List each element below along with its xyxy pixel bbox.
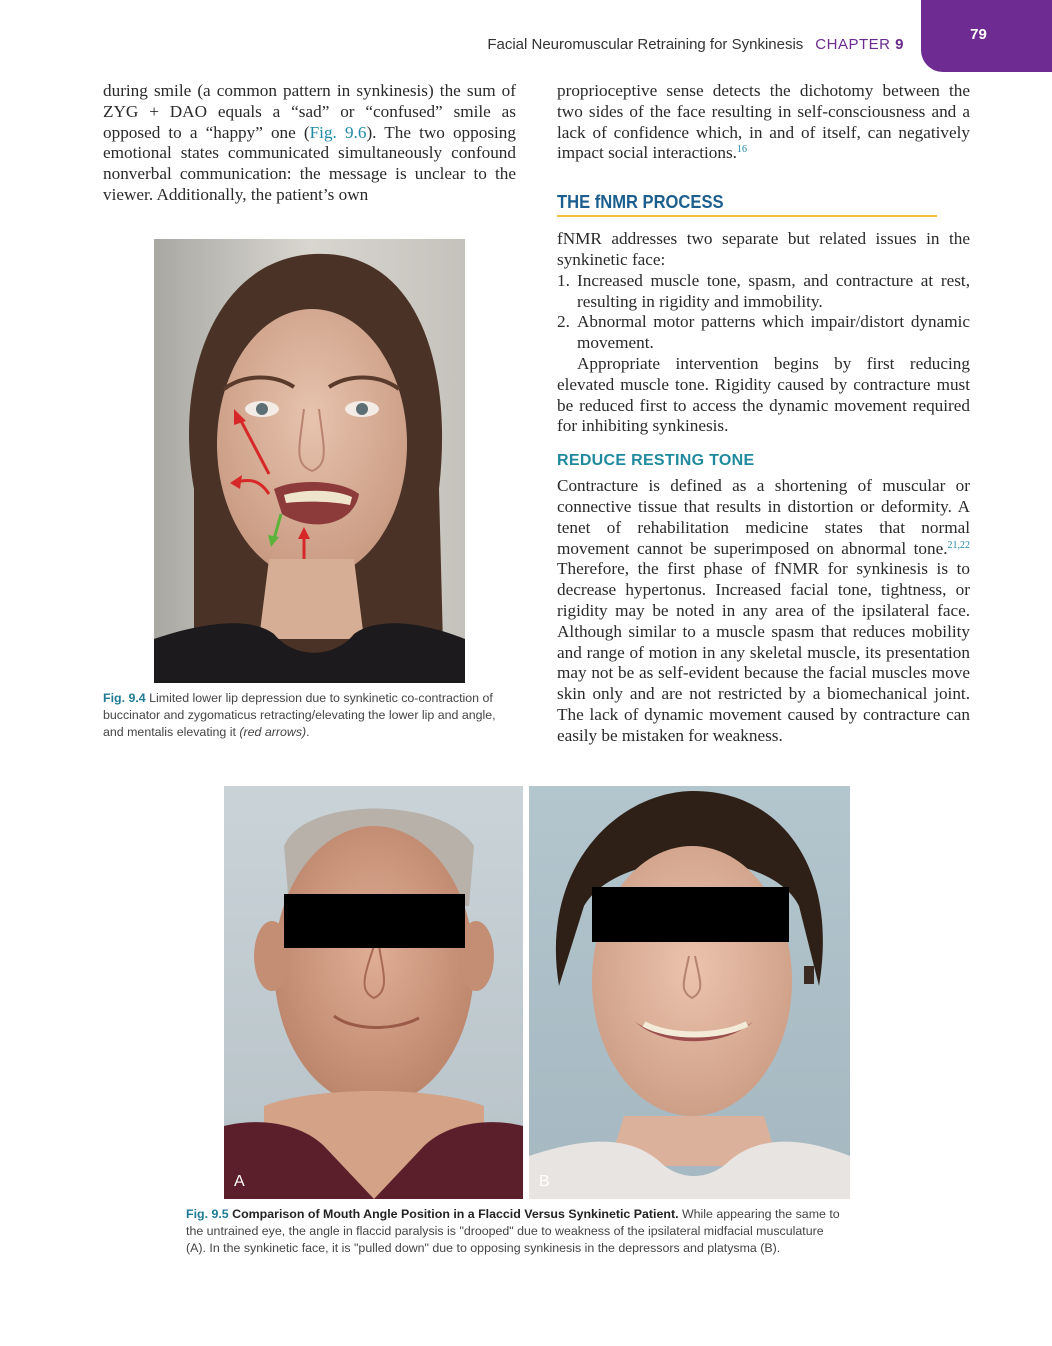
figure-9-4-caption-text: Limited lower lip depression due to synkinetic co-contraction of buccinator and zygomaticus retracting/elevating the lower lip and angle, and mentalis elevating it bbox=[103, 691, 496, 739]
chapter-label bbox=[815, 36, 904, 53]
running-title: Facial Neuromuscular Retraining for Synkinesis bbox=[487, 36, 804, 53]
page-number: 79 bbox=[970, 25, 987, 43]
privacy-bar bbox=[592, 887, 789, 942]
contracture-text-after: Therefore, the first phase of fNMR for synkinesis is to decrease hypertonus. Increased facial tone, tightness, or rigidity may be noted in any area of the ipsilateral face. Although similar to a muscle spasm that reduces mobility and range of motion in any skeletal muscle, its presentation may not be as self-evident because the facial muscles move skin only and are not restricted by a biomechanical joint. The lack of dynamic movement caused by contracture can easily be mistaken for weakness. bbox=[557, 559, 970, 745]
figure-9-4-caption-italic: (red arrows) bbox=[239, 725, 307, 739]
figure-9-4-label: Fig. 9.4 bbox=[103, 691, 146, 705]
list-item bbox=[557, 271, 970, 313]
right-paragraph-continued bbox=[557, 81, 970, 164]
page-number-tab bbox=[921, 0, 1052, 72]
figure-9-4-photo bbox=[154, 239, 465, 683]
panel-b-illustration bbox=[529, 786, 850, 1199]
list-item bbox=[557, 312, 970, 354]
figure-9-4-illustration bbox=[154, 239, 465, 683]
list-text: Abnormal motor patterns which impair/distort dynamic movement. bbox=[577, 312, 970, 353]
figure-9-5-label: Fig. 9.5 bbox=[186, 1207, 229, 1221]
list-number: 2. bbox=[557, 312, 570, 332]
running-head bbox=[487, 36, 904, 53]
left-paragraph bbox=[103, 81, 516, 206]
figure-9-4-caption bbox=[103, 690, 516, 741]
issue-list bbox=[557, 271, 970, 354]
section-heading-fnmr-process: THE fNMR PROCESS bbox=[557, 191, 937, 217]
reference-21-22[interactable]: 21,22 bbox=[947, 539, 970, 551]
panel-a-label: A bbox=[234, 1173, 245, 1190]
right-column bbox=[557, 81, 970, 747]
fnmr-intro: fNMR addresses two separate but related issues in the synkinetic face: bbox=[557, 229, 970, 269]
figure-9-5-panel-a bbox=[224, 786, 523, 1199]
privacy-bar bbox=[284, 894, 465, 948]
panel-a-illustration bbox=[224, 786, 523, 1199]
chapter-word: CHAPTER bbox=[815, 36, 891, 53]
list-text: Increased muscle tone, spasm, and contracture at rest, resulting in rigidity and immobility. bbox=[577, 270, 970, 311]
left-p1-after: ). The two opposing emotional states communicated simultaneously confound nonverbal communication: the message is unclear to the viewer. Additionally, the patient’s own bbox=[103, 122, 516, 204]
figure-9-5-panel-b bbox=[529, 786, 850, 1199]
reference-16[interactable]: 16 bbox=[736, 144, 747, 156]
figure-9-5-title: Comparison of Mouth Angle Position in a Flaccid Versus Synkinetic Patient. bbox=[228, 1207, 679, 1221]
fig-9-6-link[interactable]: Fig. 9.6 bbox=[309, 122, 367, 142]
contracture-text-before: Contracture is defined as a shortening of muscular or connective tissue that results in distortion or deformity. A tenet of rehabilitation medicine states that normal movement cannot be superimposed on abnormal tone. bbox=[557, 476, 970, 558]
chapter-number: 9 bbox=[895, 36, 904, 53]
figure-9-4-caption-end: . bbox=[306, 725, 310, 739]
intervention-paragraph: Appropriate intervention begins by first reducing elevated muscle tone. Rigidity caused by contracture must be reduced first to access the dynamic movement required for inhibiting synkinesis. bbox=[557, 353, 970, 436]
contracture-paragraph bbox=[557, 476, 970, 746]
panel-b-label: B bbox=[539, 1173, 550, 1190]
figure-9-5-caption-text: While appearing the same to the untrained eye, the angle in flaccid paralysis is "drooped" due to weakness of the ipsilateral midfacial musculature (A). In the synkinetic face, it is "pulled down" due to opposing synkinesis in the depressors and platysma (B). bbox=[186, 1207, 840, 1255]
left-column bbox=[103, 81, 516, 206]
list-number: 1. bbox=[557, 270, 570, 290]
subheading-reduce-resting-tone: REDUCE RESTING TONE bbox=[557, 452, 755, 470]
right-p0-text: proprioceptive sense detects the dichotomy between the two sides of the face resulting in self-consciousness and a lack of confidence which, in and of itself, can negatively impact social interactions. bbox=[557, 81, 970, 163]
left-p1-before: during smile (a common pattern in synkinesis) the sum of ZYG + DAO equals a “sad” or “confused” smile as opposed to a “happy” one ( bbox=[103, 81, 516, 142]
figure-9-5-caption bbox=[186, 1206, 846, 1257]
